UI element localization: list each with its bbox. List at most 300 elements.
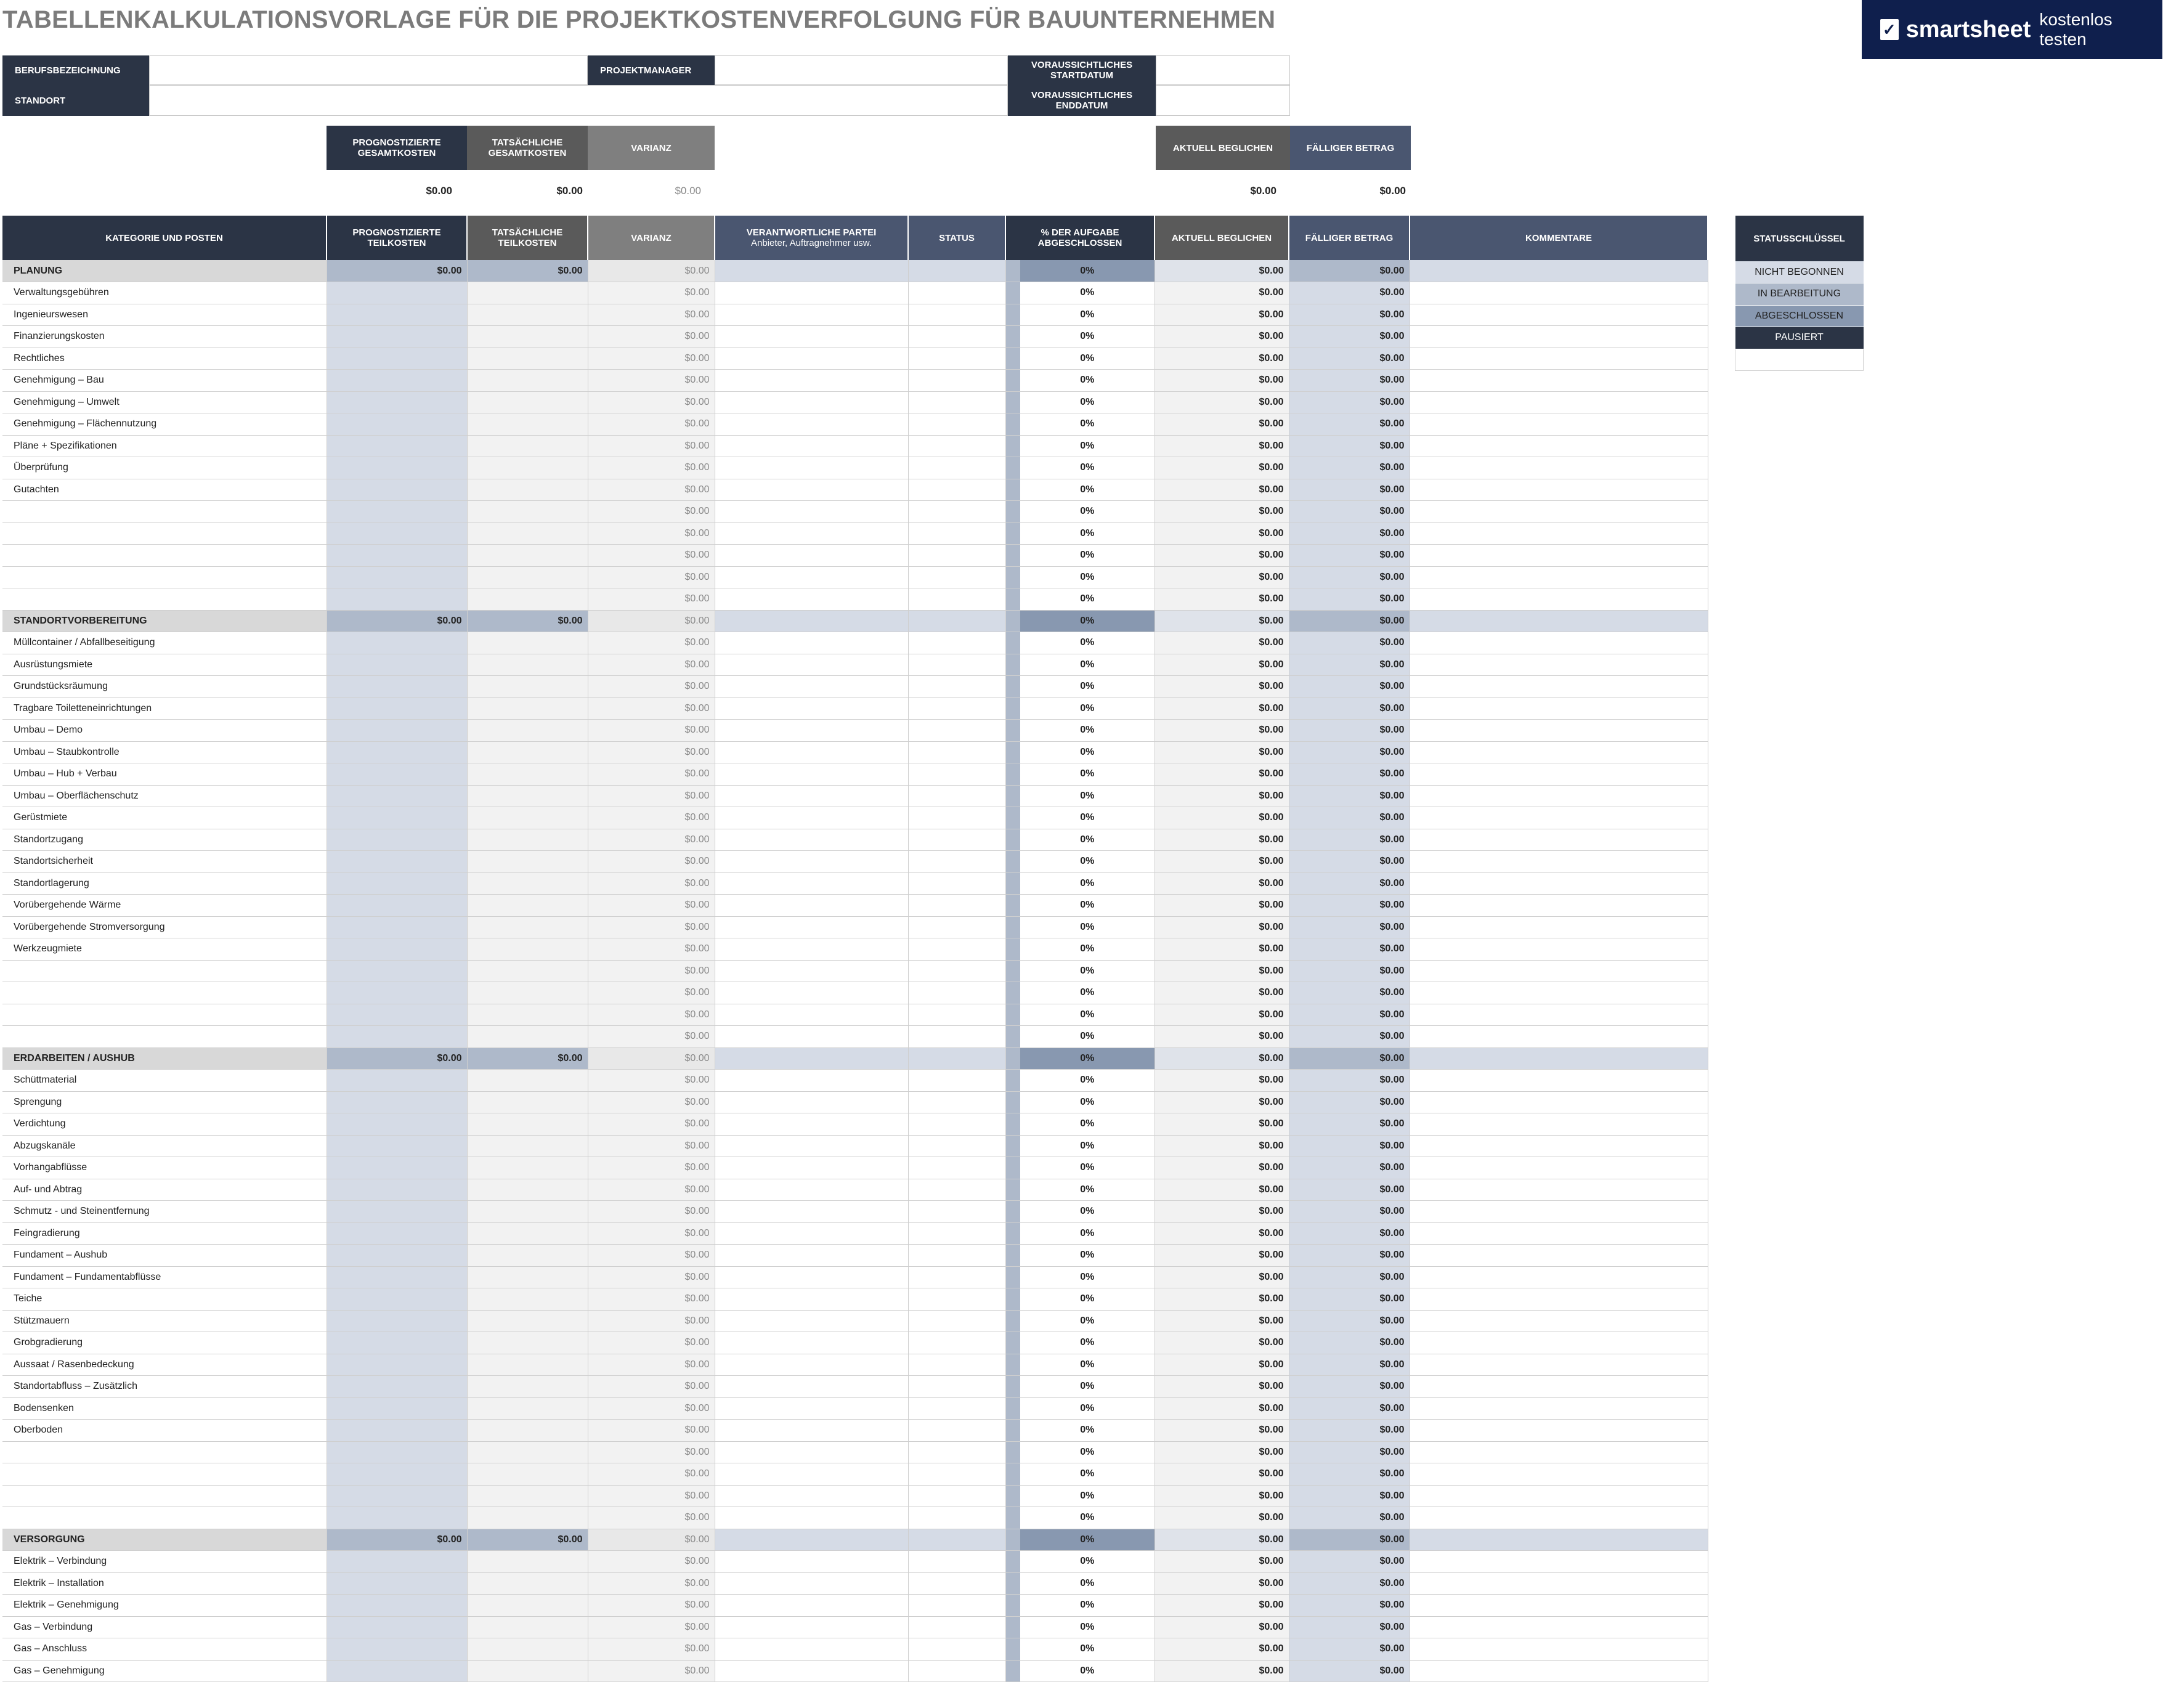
responsible-party-cell[interactable] xyxy=(715,1266,908,1288)
forecast-cost-cell[interactable] xyxy=(327,938,467,961)
status-cell[interactable] xyxy=(908,501,1005,523)
comments-cell[interactable] xyxy=(1410,1047,1708,1070)
forecast-cost-cell[interactable] xyxy=(327,851,467,873)
paid-cell[interactable]: $0.00 xyxy=(1155,1091,1289,1113)
comments-cell[interactable] xyxy=(1410,851,1708,873)
paid-cell[interactable]: $0.00 xyxy=(1155,741,1289,763)
item-name[interactable]: Ingenieurswesen xyxy=(2,304,327,326)
category-name[interactable]: PLANUNG xyxy=(2,260,327,282)
actual-cost-cell[interactable] xyxy=(467,938,588,961)
status-cell[interactable] xyxy=(908,1507,1005,1529)
item-name[interactable]: Verwaltungsgebühren xyxy=(2,282,327,304)
comments-cell[interactable] xyxy=(1410,1660,1708,1682)
comments-cell[interactable] xyxy=(1410,1179,1708,1201)
comments-cell[interactable] xyxy=(1410,1222,1708,1245)
forecast-cost-cell[interactable] xyxy=(327,479,467,501)
forecast-cost-cell[interactable] xyxy=(327,457,467,479)
comments-cell[interactable] xyxy=(1410,829,1708,851)
status-cell[interactable] xyxy=(908,348,1005,370)
responsible-party-cell[interactable] xyxy=(715,610,908,632)
responsible-party-cell[interactable] xyxy=(715,1529,908,1551)
item-name[interactable]: Gutachten xyxy=(2,479,327,501)
responsible-party-cell[interactable] xyxy=(715,1420,908,1442)
responsible-party-cell[interactable] xyxy=(715,370,908,392)
responsible-party-cell[interactable] xyxy=(715,1288,908,1311)
comments-cell[interactable] xyxy=(1410,370,1708,392)
forecast-cost-cell[interactable] xyxy=(327,916,467,938)
pct-complete-cell[interactable]: 0% xyxy=(1020,370,1155,392)
pct-complete-cell[interactable]: 0% xyxy=(1020,588,1155,611)
forecast-cost-cell[interactable] xyxy=(327,1070,467,1092)
actual-cost-cell[interactable] xyxy=(467,632,588,654)
responsible-party-cell[interactable] xyxy=(715,1354,908,1376)
responsible-party-cell[interactable] xyxy=(715,1047,908,1070)
status-cell[interactable] xyxy=(908,1463,1005,1486)
pct-complete-cell[interactable]: 0% xyxy=(1020,1572,1155,1595)
forecast-cost-cell[interactable]: $0.00 xyxy=(327,610,467,632)
actual-cost-cell[interactable] xyxy=(467,916,588,938)
comments-cell[interactable] xyxy=(1410,697,1708,720)
item-name[interactable]: Standortsicherheit xyxy=(2,851,327,873)
paid-cell[interactable]: $0.00 xyxy=(1155,982,1289,1004)
paid-cell[interactable]: $0.00 xyxy=(1155,588,1289,611)
actual-cost-cell[interactable] xyxy=(467,501,588,523)
actual-cost-cell[interactable] xyxy=(467,326,588,348)
forecast-cost-cell[interactable] xyxy=(327,1572,467,1595)
actual-cost-cell[interactable] xyxy=(467,1004,588,1026)
item-name[interactable]: Verdichtung xyxy=(2,1113,327,1136)
pct-complete-cell[interactable]: 0% xyxy=(1020,1638,1155,1661)
forecast-cost-cell[interactable] xyxy=(327,1332,467,1354)
status-cell[interactable] xyxy=(908,785,1005,807)
responsible-party-cell[interactable] xyxy=(715,960,908,982)
forecast-cost-cell[interactable] xyxy=(327,1595,467,1617)
pct-complete-cell[interactable]: 0% xyxy=(1020,1441,1155,1463)
paid-cell[interactable]: $0.00 xyxy=(1155,545,1289,567)
item-name[interactable]: Oberboden xyxy=(2,1420,327,1442)
responsible-party-cell[interactable] xyxy=(715,457,908,479)
comments-cell[interactable] xyxy=(1410,785,1708,807)
paid-cell[interactable]: $0.00 xyxy=(1155,1266,1289,1288)
responsible-party-cell[interactable] xyxy=(715,545,908,567)
status-cell[interactable] xyxy=(908,391,1005,413)
status-cell[interactable] xyxy=(908,938,1005,961)
comments-cell[interactable] xyxy=(1410,1463,1708,1486)
item-name[interactable]: Grundstücksräumung xyxy=(2,676,327,698)
comments-cell[interactable] xyxy=(1410,1288,1708,1311)
forecast-cost-cell[interactable] xyxy=(327,829,467,851)
item-name[interactable]: Umbau – Oberflächenschutz xyxy=(2,785,327,807)
paid-cell[interactable]: $0.00 xyxy=(1155,1420,1289,1442)
pct-complete-cell[interactable]: 0% xyxy=(1020,1529,1155,1551)
responsible-party-cell[interactable] xyxy=(715,676,908,698)
paid-cell[interactable]: $0.00 xyxy=(1155,1529,1289,1551)
responsible-party-cell[interactable] xyxy=(715,654,908,676)
item-name[interactable]: Standortzugang xyxy=(2,829,327,851)
pct-complete-cell[interactable]: 0% xyxy=(1020,1070,1155,1092)
status-cell[interactable] xyxy=(908,1551,1005,1573)
responsible-party-cell[interactable] xyxy=(715,1091,908,1113)
job-title-field[interactable] xyxy=(149,55,588,85)
item-name[interactable]: Überprüfung xyxy=(2,457,327,479)
forecast-cost-cell[interactable]: $0.00 xyxy=(327,1047,467,1070)
comments-cell[interactable] xyxy=(1410,1616,1708,1638)
paid-cell[interactable]: $0.00 xyxy=(1155,676,1289,698)
comments-cell[interactable] xyxy=(1410,960,1708,982)
forecast-cost-cell[interactable] xyxy=(327,391,467,413)
paid-cell[interactable]: $0.00 xyxy=(1155,1026,1289,1048)
comments-cell[interactable] xyxy=(1410,1441,1708,1463)
actual-cost-cell[interactable] xyxy=(467,1507,588,1529)
actual-cost-cell[interactable] xyxy=(467,370,588,392)
responsible-party-cell[interactable] xyxy=(715,1507,908,1529)
comments-cell[interactable] xyxy=(1410,610,1708,632)
paid-cell[interactable]: $0.00 xyxy=(1155,1135,1289,1157)
status-cell[interactable] xyxy=(908,479,1005,501)
status-cell[interactable] xyxy=(908,1157,1005,1179)
item-name[interactable] xyxy=(2,523,327,545)
actual-cost-cell[interactable] xyxy=(467,1551,588,1573)
status-cell[interactable] xyxy=(908,1245,1005,1267)
actual-cost-cell[interactable] xyxy=(467,1135,588,1157)
comments-cell[interactable] xyxy=(1410,413,1708,436)
forecast-cost-cell[interactable] xyxy=(327,413,467,436)
item-name[interactable]: Fundament – Aushub xyxy=(2,1245,327,1267)
forecast-cost-cell[interactable] xyxy=(327,1420,467,1442)
actual-cost-cell[interactable] xyxy=(467,895,588,917)
responsible-party-cell[interactable] xyxy=(715,391,908,413)
item-name[interactable]: Teiche xyxy=(2,1288,327,1311)
item-name[interactable]: Rechtliches xyxy=(2,348,327,370)
comments-cell[interactable] xyxy=(1410,326,1708,348)
forecast-cost-cell[interactable] xyxy=(327,326,467,348)
item-name[interactable]: Gerüstmiete xyxy=(2,807,327,829)
actual-cost-cell[interactable] xyxy=(467,1660,588,1682)
actual-cost-cell[interactable] xyxy=(467,457,588,479)
pct-complete-cell[interactable]: 0% xyxy=(1020,807,1155,829)
actual-cost-cell[interactable] xyxy=(467,1616,588,1638)
responsible-party-cell[interactable] xyxy=(715,1179,908,1201)
pct-complete-cell[interactable]: 0% xyxy=(1020,872,1155,895)
pct-complete-cell[interactable]: 0% xyxy=(1020,938,1155,961)
responsible-party-cell[interactable] xyxy=(715,1616,908,1638)
paid-cell[interactable]: $0.00 xyxy=(1155,1179,1289,1201)
status-cell[interactable] xyxy=(908,676,1005,698)
item-name[interactable]: Abzugskanäle xyxy=(2,1135,327,1157)
forecast-cost-cell[interactable] xyxy=(327,588,467,611)
item-name[interactable]: Feingradierung xyxy=(2,1222,327,1245)
responsible-party-cell[interactable] xyxy=(715,501,908,523)
comments-cell[interactable] xyxy=(1410,872,1708,895)
paid-cell[interactable]: $0.00 xyxy=(1155,807,1289,829)
status-cell[interactable] xyxy=(908,610,1005,632)
comments-cell[interactable] xyxy=(1410,938,1708,961)
actual-cost-cell[interactable] xyxy=(467,1638,588,1661)
location-field[interactable] xyxy=(149,85,1008,116)
status-cell[interactable] xyxy=(908,1310,1005,1332)
responsible-party-cell[interactable] xyxy=(715,872,908,895)
paid-cell[interactable]: $0.00 xyxy=(1155,872,1289,895)
paid-cell[interactable]: $0.00 xyxy=(1155,282,1289,304)
comments-cell[interactable] xyxy=(1410,676,1708,698)
responsible-party-cell[interactable] xyxy=(715,282,908,304)
pct-complete-cell[interactable]: 0% xyxy=(1020,676,1155,698)
responsible-party-cell[interactable] xyxy=(715,1113,908,1136)
forecast-cost-cell[interactable] xyxy=(327,1551,467,1573)
comments-cell[interactable] xyxy=(1410,391,1708,413)
actual-cost-cell[interactable] xyxy=(467,654,588,676)
paid-cell[interactable]: $0.00 xyxy=(1155,1638,1289,1661)
status-cell[interactable] xyxy=(908,282,1005,304)
comments-cell[interactable] xyxy=(1410,545,1708,567)
item-name[interactable]: Genehmigung – Flächennutzung xyxy=(2,413,327,436)
forecast-cost-cell[interactable] xyxy=(327,1638,467,1661)
comments-cell[interactable] xyxy=(1410,720,1708,742)
actual-cost-cell[interactable] xyxy=(467,479,588,501)
pct-complete-cell[interactable]: 0% xyxy=(1020,479,1155,501)
forecast-cost-cell[interactable] xyxy=(327,1616,467,1638)
paid-cell[interactable]: $0.00 xyxy=(1155,1310,1289,1332)
forecast-cost-cell[interactable] xyxy=(327,720,467,742)
responsible-party-cell[interactable] xyxy=(715,1551,908,1573)
paid-cell[interactable]: $0.00 xyxy=(1155,1245,1289,1267)
pct-complete-cell[interactable]: 0% xyxy=(1020,435,1155,457)
comments-cell[interactable] xyxy=(1410,1507,1708,1529)
status-cell[interactable] xyxy=(908,829,1005,851)
forecast-cost-cell[interactable] xyxy=(327,1376,467,1398)
forecast-cost-cell[interactable] xyxy=(327,566,467,588)
paid-cell[interactable]: $0.00 xyxy=(1155,260,1289,282)
responsible-party-cell[interactable] xyxy=(715,1595,908,1617)
actual-cost-cell[interactable] xyxy=(467,523,588,545)
comments-cell[interactable] xyxy=(1410,304,1708,326)
forecast-cost-cell[interactable] xyxy=(327,807,467,829)
forecast-cost-cell[interactable] xyxy=(327,785,467,807)
responsible-party-cell[interactable] xyxy=(715,916,908,938)
actual-cost-cell[interactable] xyxy=(467,1420,588,1442)
actual-cost-cell[interactable] xyxy=(467,872,588,895)
forecast-cost-cell[interactable] xyxy=(327,1397,467,1420)
responsible-party-cell[interactable] xyxy=(715,523,908,545)
forecast-cost-cell[interactable] xyxy=(327,960,467,982)
pct-complete-cell[interactable]: 0% xyxy=(1020,916,1155,938)
actual-cost-cell[interactable]: $0.00 xyxy=(467,1047,588,1070)
status-cell[interactable] xyxy=(908,763,1005,786)
status-cell[interactable] xyxy=(908,1179,1005,1201)
responsible-party-cell[interactable] xyxy=(715,1397,908,1420)
item-name[interactable] xyxy=(2,1485,327,1507)
pct-complete-cell[interactable]: 0% xyxy=(1020,982,1155,1004)
forecast-cost-cell[interactable] xyxy=(327,1288,467,1311)
actual-cost-cell[interactable] xyxy=(467,763,588,786)
actual-cost-cell[interactable] xyxy=(467,566,588,588)
paid-cell[interactable]: $0.00 xyxy=(1155,370,1289,392)
forecast-cost-cell[interactable] xyxy=(327,370,467,392)
actual-cost-cell[interactable] xyxy=(467,982,588,1004)
responsible-party-cell[interactable] xyxy=(715,1441,908,1463)
item-name[interactable] xyxy=(2,1507,327,1529)
pct-complete-cell[interactable]: 0% xyxy=(1020,654,1155,676)
paid-cell[interactable]: $0.00 xyxy=(1155,938,1289,961)
forecast-cost-cell[interactable] xyxy=(327,1310,467,1332)
status-cell[interactable] xyxy=(908,1529,1005,1551)
status-cell[interactable] xyxy=(908,1616,1005,1638)
pct-complete-cell[interactable]: 0% xyxy=(1020,282,1155,304)
forecast-cost-cell[interactable] xyxy=(327,1507,467,1529)
pct-complete-cell[interactable]: 0% xyxy=(1020,697,1155,720)
responsible-party-cell[interactable] xyxy=(715,1660,908,1682)
actual-cost-cell[interactable] xyxy=(467,435,588,457)
actual-cost-cell[interactable] xyxy=(467,1376,588,1398)
paid-cell[interactable]: $0.00 xyxy=(1155,632,1289,654)
item-name[interactable]: Umbau – Staubkontrolle xyxy=(2,741,327,763)
item-name[interactable] xyxy=(2,1463,327,1486)
status-cell[interactable] xyxy=(908,1201,1005,1223)
forecast-cost-cell[interactable] xyxy=(327,1266,467,1288)
item-name[interactable]: Grobgradierung xyxy=(2,1332,327,1354)
status-cell[interactable] xyxy=(908,1420,1005,1442)
status-cell[interactable] xyxy=(908,632,1005,654)
paid-cell[interactable]: $0.00 xyxy=(1155,1288,1289,1311)
actual-cost-cell[interactable] xyxy=(467,1026,588,1048)
item-name[interactable]: Vorübergehende Stromversorgung xyxy=(2,916,327,938)
status-cell[interactable] xyxy=(908,304,1005,326)
forecast-cost-cell[interactable] xyxy=(327,1091,467,1113)
actual-cost-cell[interactable] xyxy=(467,1070,588,1092)
actual-cost-cell[interactable] xyxy=(467,1113,588,1136)
item-name[interactable] xyxy=(2,1004,327,1026)
paid-cell[interactable]: $0.00 xyxy=(1155,1660,1289,1682)
actual-cost-cell[interactable] xyxy=(467,676,588,698)
paid-cell[interactable]: $0.00 xyxy=(1155,435,1289,457)
item-name[interactable] xyxy=(2,501,327,523)
status-cell[interactable] xyxy=(908,326,1005,348)
item-name[interactable]: Umbau – Demo xyxy=(2,720,327,742)
paid-cell[interactable]: $0.00 xyxy=(1155,566,1289,588)
status-cell[interactable] xyxy=(908,1441,1005,1463)
comments-cell[interactable] xyxy=(1410,1026,1708,1048)
paid-cell[interactable]: $0.00 xyxy=(1155,1616,1289,1638)
forecast-cost-cell[interactable] xyxy=(327,654,467,676)
pct-complete-cell[interactable]: 0% xyxy=(1020,960,1155,982)
status-cell[interactable] xyxy=(908,1376,1005,1398)
responsible-party-cell[interactable] xyxy=(715,1376,908,1398)
pct-complete-cell[interactable]: 0% xyxy=(1020,326,1155,348)
pct-complete-cell[interactable]: 0% xyxy=(1020,851,1155,873)
responsible-party-cell[interactable] xyxy=(715,829,908,851)
status-cell[interactable] xyxy=(908,1026,1005,1048)
responsible-party-cell[interactable] xyxy=(715,807,908,829)
responsible-party-cell[interactable] xyxy=(715,851,908,873)
pct-complete-cell[interactable]: 0% xyxy=(1020,1201,1155,1223)
item-name[interactable]: Standortlagerung xyxy=(2,872,327,895)
forecast-cost-cell[interactable] xyxy=(327,1245,467,1267)
status-cell[interactable] xyxy=(908,1572,1005,1595)
forecast-cost-cell[interactable] xyxy=(327,1201,467,1223)
actual-cost-cell[interactable] xyxy=(467,1222,588,1245)
paid-cell[interactable]: $0.00 xyxy=(1155,1201,1289,1223)
forecast-cost-cell[interactable] xyxy=(327,895,467,917)
comments-cell[interactable] xyxy=(1410,1376,1708,1398)
pct-complete-cell[interactable]: 0% xyxy=(1020,1595,1155,1617)
paid-cell[interactable]: $0.00 xyxy=(1155,916,1289,938)
paid-cell[interactable]: $0.00 xyxy=(1155,1354,1289,1376)
pct-complete-cell[interactable]: 0% xyxy=(1020,1485,1155,1507)
responsible-party-cell[interactable] xyxy=(715,697,908,720)
comments-cell[interactable] xyxy=(1410,479,1708,501)
comments-cell[interactable] xyxy=(1410,348,1708,370)
actual-cost-cell[interactable] xyxy=(467,960,588,982)
responsible-party-cell[interactable] xyxy=(715,1004,908,1026)
forecast-cost-cell[interactable] xyxy=(327,545,467,567)
paid-cell[interactable]: $0.00 xyxy=(1155,391,1289,413)
actual-cost-cell[interactable] xyxy=(467,1332,588,1354)
comments-cell[interactable] xyxy=(1410,523,1708,545)
status-cell[interactable] xyxy=(908,1135,1005,1157)
responsible-party-cell[interactable] xyxy=(715,1245,908,1267)
actual-cost-cell[interactable] xyxy=(467,304,588,326)
comments-cell[interactable] xyxy=(1410,1420,1708,1442)
responsible-party-cell[interactable] xyxy=(715,588,908,611)
status-cell[interactable] xyxy=(908,1332,1005,1354)
forecast-cost-cell[interactable] xyxy=(327,435,467,457)
paid-cell[interactable]: $0.00 xyxy=(1155,501,1289,523)
actual-cost-cell[interactable] xyxy=(467,1091,588,1113)
status-cell[interactable] xyxy=(908,545,1005,567)
paid-cell[interactable]: $0.00 xyxy=(1155,1551,1289,1573)
status-cell[interactable] xyxy=(908,588,1005,611)
item-name[interactable]: Sprengung xyxy=(2,1091,327,1113)
pct-complete-cell[interactable]: 0% xyxy=(1020,391,1155,413)
responsible-party-cell[interactable] xyxy=(715,1485,908,1507)
status-cell[interactable] xyxy=(908,1660,1005,1682)
comments-cell[interactable] xyxy=(1410,741,1708,763)
comments-cell[interactable] xyxy=(1410,566,1708,588)
category-name[interactable]: ERDARBEITEN / AUSHUB xyxy=(2,1047,327,1070)
paid-cell[interactable]: $0.00 xyxy=(1155,1397,1289,1420)
pct-complete-cell[interactable]: 0% xyxy=(1020,501,1155,523)
forecast-cost-cell[interactable]: $0.00 xyxy=(327,1529,467,1551)
item-name[interactable]: Elektrik – Verbindung xyxy=(2,1551,327,1573)
paid-cell[interactable]: $0.00 xyxy=(1155,1485,1289,1507)
status-cell[interactable] xyxy=(908,370,1005,392)
actual-cost-cell[interactable] xyxy=(467,1397,588,1420)
pct-complete-cell[interactable]: 0% xyxy=(1020,1026,1155,1048)
paid-cell[interactable]: $0.00 xyxy=(1155,1157,1289,1179)
status-cell[interactable] xyxy=(908,807,1005,829)
pct-complete-cell[interactable]: 0% xyxy=(1020,1266,1155,1288)
status-cell[interactable] xyxy=(908,1070,1005,1092)
paid-cell[interactable]: $0.00 xyxy=(1155,763,1289,786)
pct-complete-cell[interactable]: 0% xyxy=(1020,763,1155,786)
actual-cost-cell[interactable] xyxy=(467,1288,588,1311)
responsible-party-cell[interactable] xyxy=(715,413,908,436)
responsible-party-cell[interactable] xyxy=(715,720,908,742)
actual-cost-cell[interactable] xyxy=(467,807,588,829)
forecast-cost-cell[interactable] xyxy=(327,1441,467,1463)
comments-cell[interactable] xyxy=(1410,807,1708,829)
paid-cell[interactable]: $0.00 xyxy=(1155,654,1289,676)
forecast-cost-cell[interactable] xyxy=(327,1113,467,1136)
actual-cost-cell[interactable] xyxy=(467,1157,588,1179)
responsible-party-cell[interactable] xyxy=(715,1310,908,1332)
pct-complete-cell[interactable]: 0% xyxy=(1020,1179,1155,1201)
forecast-cost-cell[interactable] xyxy=(327,1485,467,1507)
forecast-cost-cell[interactable]: $0.00 xyxy=(327,260,467,282)
status-cell[interactable] xyxy=(908,1091,1005,1113)
category-name[interactable]: STANDORTVORBEREITUNG xyxy=(2,610,327,632)
forecast-cost-cell[interactable] xyxy=(327,523,467,545)
